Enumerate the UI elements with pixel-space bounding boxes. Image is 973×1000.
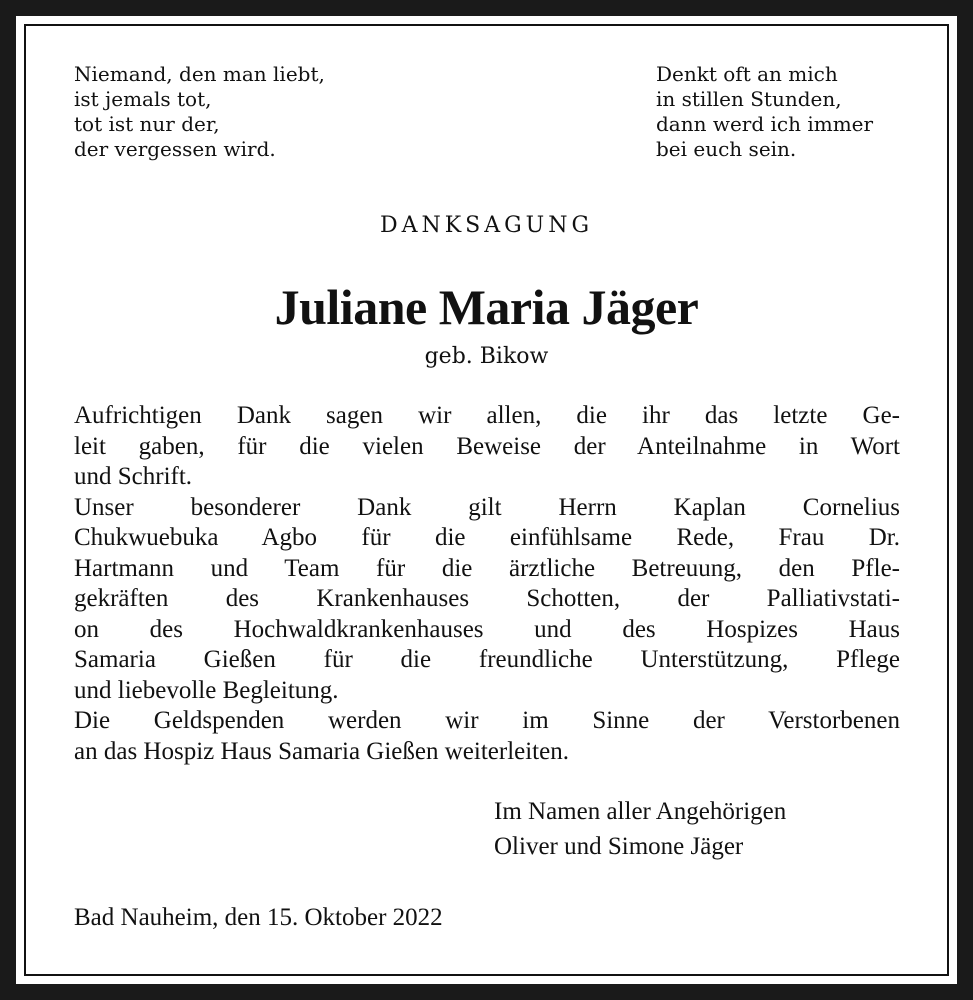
body-line: Samaria Gießen für die freundliche Unterstützung, Pflege bbox=[74, 646, 900, 673]
poem-left-line: tot ist nur der, bbox=[74, 112, 220, 136]
body-line: Aufrichtigen Dank sagen wir allen, die ihr das letzte Ge- bbox=[74, 402, 900, 429]
poem-right-line: dann werd ich immer bbox=[656, 112, 874, 136]
poem-right bbox=[656, 62, 873, 162]
body-line: und liebevolle Begleitung. bbox=[74, 676, 339, 704]
body-line: Die Geldspenden werden wir im Sinne der Verstorbenen bbox=[74, 707, 900, 734]
body-line: und Schrift. bbox=[74, 463, 193, 490]
poem-right-line: bei euch sein. bbox=[656, 137, 797, 161]
place-date: Bad Nauheim, den 15. Oktober 2022 bbox=[74, 904, 443, 931]
body-line: leit gaben, für die vielen Beweise der Anteilnahme in Wort bbox=[74, 432, 900, 460]
poem-right-line: Denkt oft an mich bbox=[656, 62, 838, 86]
birth-name: geb. Bikow bbox=[424, 344, 549, 369]
body-line: Chukwuebuka Agbo für die einfühlsame Rede, Frau Dr. bbox=[74, 524, 900, 551]
thank-you-text bbox=[74, 401, 900, 767]
body-line: Unser besonderer Dank gilt Herrn Kaplan Cornelius bbox=[74, 493, 900, 521]
poem-left-line: der vergessen wird. bbox=[74, 137, 276, 161]
signature-line: Im Namen aller Angehörigen bbox=[494, 798, 787, 825]
poem-left-line: Niemand, den man liebt, bbox=[74, 62, 325, 86]
signature-line: Oliver und Simone Jäger bbox=[494, 833, 744, 860]
poem-right-line: in stillen Stunden, bbox=[656, 87, 842, 111]
poem-left-line: ist jemals tot, bbox=[74, 87, 212, 111]
obituary-card bbox=[16, 16, 957, 984]
deceased-name: Juliane Maria Jäger bbox=[274, 279, 699, 335]
signature-block bbox=[494, 794, 786, 864]
heading-danksagung: DANKSAGUNG bbox=[379, 213, 594, 238]
body-line: on des Hochwaldkrankenhauses und des Hospizes Haus bbox=[74, 615, 900, 643]
body-line: gekräften des Krankenhauses Schotten, der Palliativstati- bbox=[74, 585, 900, 612]
body-line: an das Hospiz Haus Samaria Gießen weiterleiten. bbox=[74, 737, 569, 765]
poem-left bbox=[74, 62, 325, 162]
body-line: Hartmann und Team für die ärztliche Betreuung, den Pfle- bbox=[74, 554, 900, 582]
